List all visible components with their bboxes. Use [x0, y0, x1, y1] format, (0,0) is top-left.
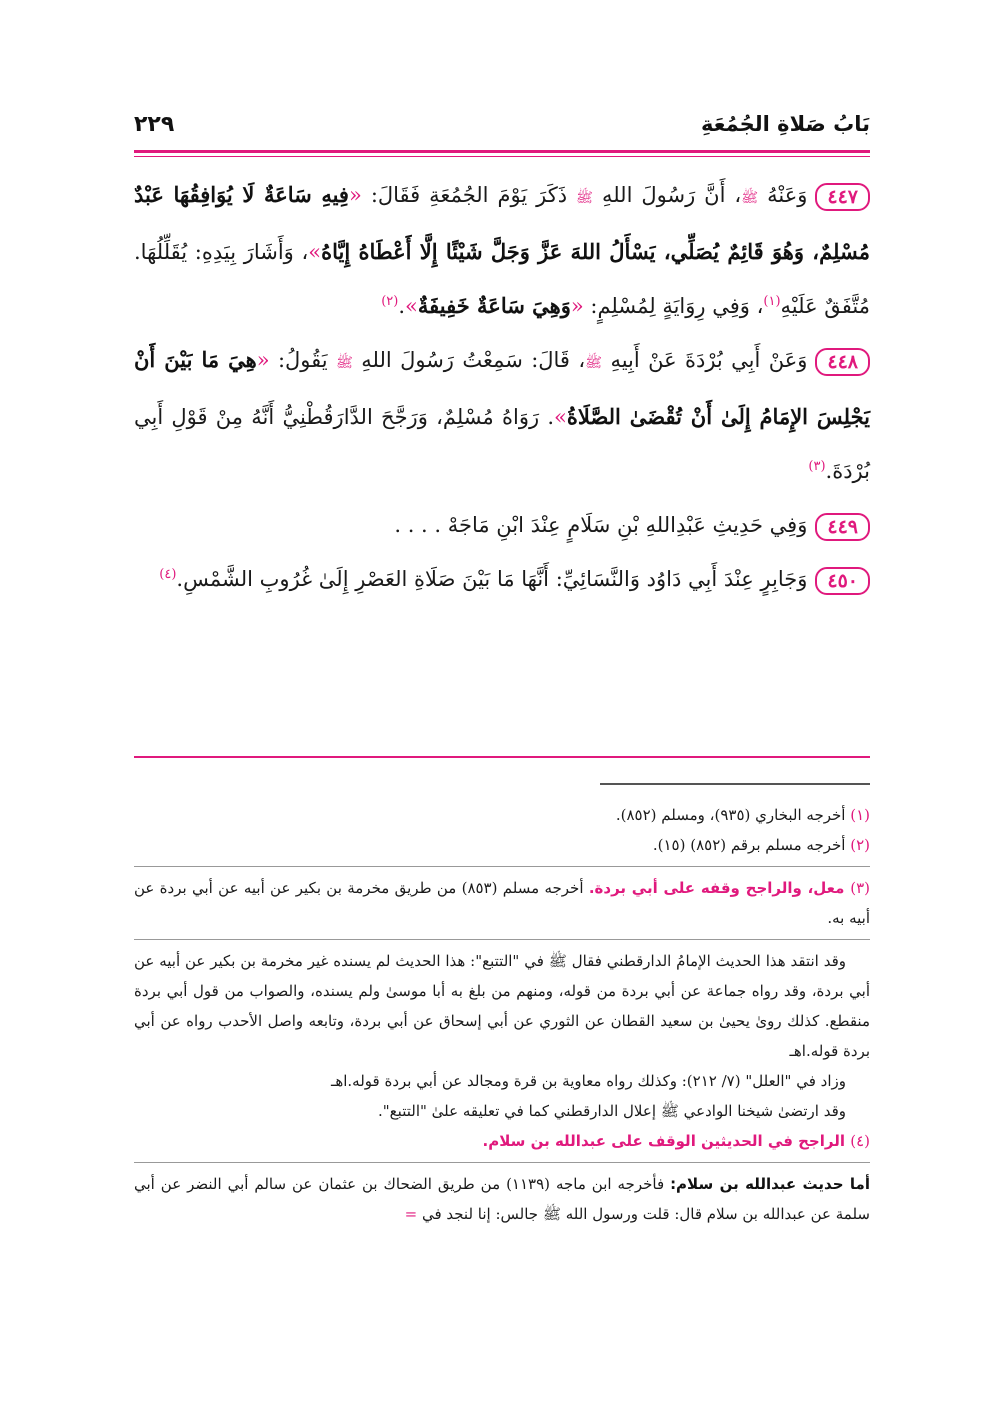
continuation-mark: =: [404, 1205, 418, 1223]
honorific-icon: ﷺ: [585, 355, 603, 371]
footnote-verdict: معل، والراجح وقفه على أبي بردة.: [588, 879, 851, 897]
hadith-text: .: [398, 294, 406, 318]
header-rule-thin: [134, 156, 870, 157]
hadith-number: ٤٥٠: [815, 567, 870, 595]
footnote-divider: [134, 1162, 870, 1163]
hadith-450: [134, 552, 870, 606]
quote-close: »: [405, 294, 418, 318]
footnote-ref[interactable]: (٣): [808, 459, 826, 474]
hadith-447: [134, 168, 870, 333]
footnote-3-paragraph: وقد انتقد هذا الحديث الإمامُ الدارقطني فقال ﷺ في "التتبع": هذا الحديث لم يسنده غير مخرمة بن بكير عن أبيه عن أبي بردة، وقد رواه جماعة عن أبي بردة من قوله، ومنهم من بلغ به أبا موسىٰ ولم يسنده، والصواب من قول أبي بردة منقطع. كذلك روىٰ يحيىٰ بن سعيد القطان عن الثوري عن أبي إسحاق عن أبي بردة، وتابعه واصل الأحدب رواه عن أبي بردة قوله.اهـ: [134, 952, 870, 1060]
footnote-number: (١): [850, 806, 870, 824]
header-rule: [134, 150, 870, 153]
hadith-text: ، وَفِي رِوَايَةٍ لِمُسْلِمٍ:: [583, 294, 764, 318]
footnote-divider: [134, 866, 870, 867]
footnote-number: (٤): [850, 1132, 870, 1150]
quote-open: «: [570, 294, 584, 318]
footnote-3-paragraph: وقد ارتضىٰ شيخنا الوادعي ﷺ إعلال الدارقطني كما في تعليقه علىٰ "التتبع".: [378, 1102, 846, 1120]
footnote-2: [134, 830, 870, 860]
footnote-text: أخرجه مسلم (٨٥٣) من طريق مخرمة بن بكير عن أبيه عن أبي بردة عن أبيه به.: [134, 879, 870, 927]
footnote-4-paragraph: [134, 1169, 870, 1229]
hadith-text: ، وَأَشَارَ بِيَدِهِ: يُقَلِّلُهَا. مُتَّفَقٌ عَلَيْهِ: [134, 240, 870, 318]
hadith-number: ٤٤٧: [815, 183, 870, 211]
quote-open: «: [256, 348, 270, 372]
footnote-ref[interactable]: (١): [763, 294, 781, 309]
footnote-3-paragraph: وزاد في "العلل" (٧/ ٢١٢): وكذلك رواه معاوية بن قرة ومجالد عن أبي بردة قوله.اهـ: [330, 1072, 846, 1090]
quote-close: »: [308, 240, 322, 264]
hadith-448: [134, 333, 870, 498]
hadith-text: وَفِي حَدِيثِ عَبْدِاللهِ بْنِ سَلَامٍ عِنْدَ ابْنِ مَاجَهْ . . . .: [394, 513, 808, 537]
prophet-speech: فِيهِ سَاعَةٌ لَا يُوَافِقُهَا عَبْدٌ مُسْلِمٌ، وَهُوَ قَائِمٌ يُصَلِّي، يَسْأَلُ اللهَ عَزَّ وَجَلَّ شَيْئًا إِلَّا أَعْطَاهُ إِيَّاهُ: [134, 182, 870, 264]
hadith-text: يَقُولُ:: [269, 348, 336, 372]
quote-open: «: [348, 183, 362, 207]
footnote-verdict: الراجح في الحديثين الوقف على عبدالله بن سلام.: [482, 1132, 851, 1150]
footnote-text: أخرجه البخاري (٩٣٥)، ومسلم (٨٥٢).: [615, 806, 851, 824]
footnote-ref[interactable]: (٢): [381, 294, 399, 309]
hadith-text: وَعَنْهُ: [767, 183, 808, 207]
quote-close: »: [554, 405, 567, 429]
prophet-speech: هِيَ مَا بَيْنَ أَنْ يَجْلِسَ الإِمَامُ إِلَىٰ أَنْ تُقْضَىٰ الصَّلَاةُ: [134, 347, 871, 429]
footnote-3: [134, 873, 870, 933]
hadith-449: [134, 498, 870, 552]
page-number: ٢٢٩: [134, 112, 175, 137]
footnote-ref[interactable]: (٤): [159, 567, 177, 582]
hadith-number: ٤٤٨: [815, 348, 870, 376]
prophet-speech: وَهِيَ سَاعَةٌ خَفِيفَةٌ: [417, 293, 571, 318]
footnote-lead: أما حديث عبدالله بن سلام:: [670, 1175, 870, 1193]
hadith-text: ذَكَرَ يَوْمَ الجُمُعَةِ فَقَالَ:: [361, 183, 577, 207]
main-text-rule: [134, 756, 870, 758]
footnotes: [134, 800, 870, 1229]
footnote-text: أخرجه مسلم برقم (٨٥٢) (١٥).: [652, 836, 851, 854]
hadith-text: وَعَنْ أَبِي بُرْدَةَ عَنْ أَبِيهِ: [610, 348, 808, 372]
honorific-icon: ﷺ: [741, 190, 759, 206]
footnote-1: [134, 800, 870, 830]
main-text: [134, 168, 870, 606]
hadith-text: وَجَابِرٍ عِنْدَ أَبِي دَاوُد وَالنَّسَائِيِّ: أَنَّهَا مَا بَيْنَ صَلَاةِ العَصْرِ إِلَىٰ غُرُوبِ الشَّمْسِ.: [176, 567, 808, 591]
footnote-separator: [600, 783, 870, 785]
footnote-4: [134, 1126, 870, 1156]
hadith-text: ، قَالَ: سَمِعْتُ رَسُولَ اللهِ: [361, 348, 586, 372]
hadith-text: ، أَنَّ رَسُولَ اللهِ: [601, 183, 742, 207]
honorific-icon: ﷺ: [576, 190, 593, 206]
hadith-text: . رَوَاهُ مُسْلِمٌ، وَرَجَّحَ الدَّارَقُطْنِيُّ أَنَّهُ مِنْ قَوْلِ أَبِي بُرْدَةَ.: [134, 405, 870, 483]
footnote-text: فأخرجه ابن ماجه (١١٣٩) من طريق الضحاك بن عثمان عن سالم أبي النضر عن أبي سلمة عن عبدالله بن سلام قال: قلت ورسول الله ﷺ جالس: إنا لنجد في: [134, 1175, 870, 1223]
hadith-number: ٤٤٩: [815, 513, 870, 541]
footnote-number: (٣): [850, 879, 870, 897]
chapter-title: بَابُ صَلاةِ الجُمُعَةِ: [700, 112, 870, 136]
footnote-number: (٢): [850, 836, 870, 854]
footnote-divider: [134, 939, 870, 940]
page-header: [134, 112, 870, 144]
honorific-icon: ﷺ: [335, 355, 353, 371]
